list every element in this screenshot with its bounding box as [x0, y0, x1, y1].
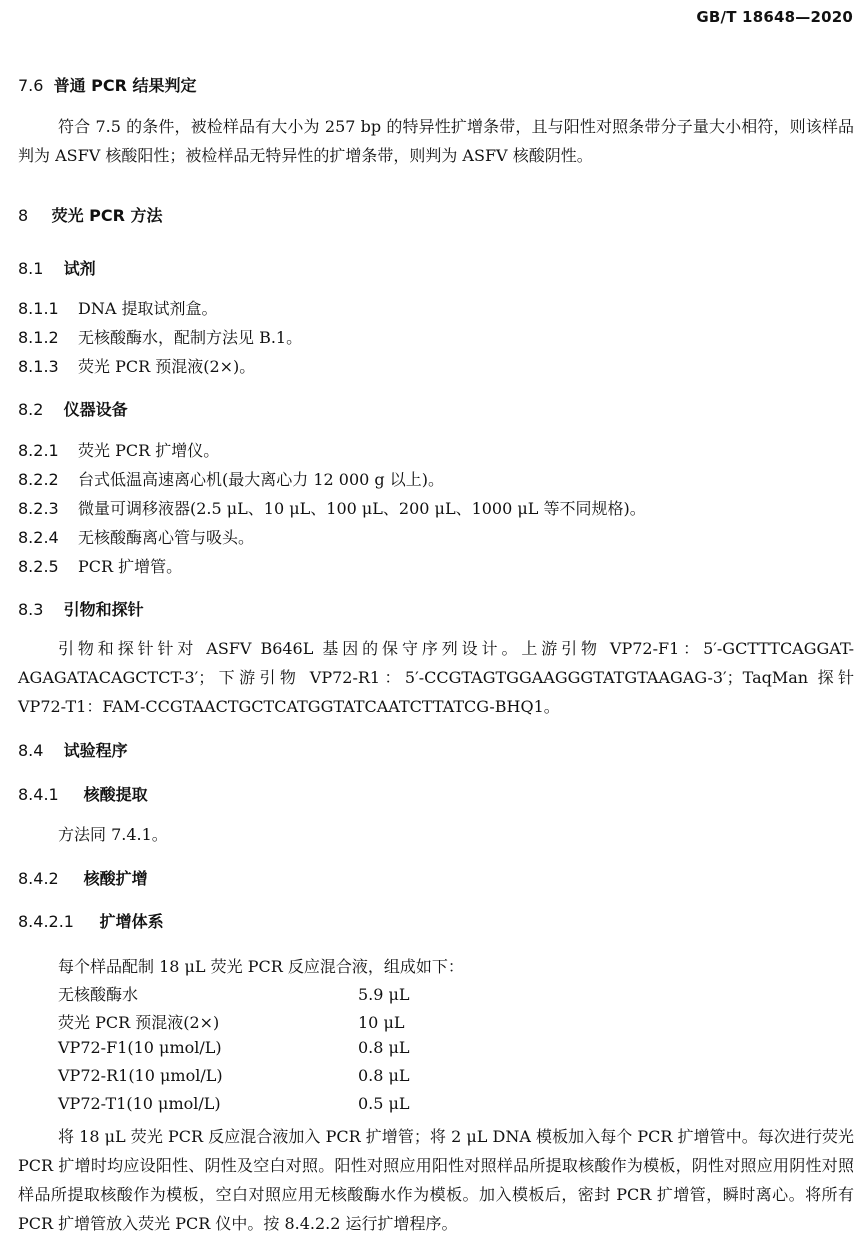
section-title: 荧光 PCR 方法	[51, 206, 163, 225]
recipe-row	[58, 1066, 410, 1085]
section-number: 8.4.2	[18, 869, 59, 888]
item-number: 8.1.3	[18, 357, 59, 376]
list-item	[18, 438, 219, 461]
section-number: 8.2	[18, 400, 44, 419]
item-text: 无核酸酶离心管与吸头。	[78, 528, 255, 547]
section-number: 7.6	[18, 76, 44, 95]
section-title: 普通 PCR 结果判定	[53, 76, 197, 95]
item-number: 8.2.1	[18, 441, 59, 460]
heading-8-1	[18, 256, 96, 279]
paragraph-8-4-1: 方法同 7.4.1。	[58, 825, 168, 844]
component-name: VP72-F1(10 μmol/L)	[58, 1038, 222, 1057]
section-title: 试验程序	[63, 741, 128, 760]
section-title: 核酸扩增	[83, 869, 148, 888]
item-text: 荧光 PCR 扩增仪。	[78, 441, 220, 460]
heading-8-4	[18, 738, 128, 761]
item-text: 台式低温高速离心机(最大离心力 12 000 g 以上)。	[78, 470, 444, 489]
item-text: PCR 扩增管。	[78, 557, 183, 576]
heading-8-2	[18, 397, 128, 420]
section-title: 试剂	[63, 259, 96, 278]
item-number: 8.1.1	[18, 299, 59, 318]
component-volume: 10 μL	[358, 1013, 405, 1032]
item-text: 无核酸酶水，配制方法见 B.1。	[78, 328, 303, 347]
paragraph-8-3: 引物和探针针对 ASFV B646L 基因的保守序列设计。上游引物 VP72-F1：5′-GCTTTCAGGAT-AGAGATACAGCTCT-3′；下游引物 VP72-R1：5′-CCGTAGTGGAAGGGTATGTAAGAG-3′；TaqMan 探针 VP72-T1：FAM-CCGTAACTGCTCATGGTATCAATCTTATCG-BHQ1。	[18, 639, 854, 716]
section-title: 核酸提取	[83, 785, 148, 804]
item-number: 8.2.2	[18, 470, 59, 489]
standard-id: GB/T 18648—2020	[696, 8, 853, 26]
heading-8-3	[18, 597, 144, 620]
item-number: 8.2.3	[18, 499, 59, 518]
paragraph-8-4-2-1: 将 18 μL 荧光 PCR 反应混合液加入 PCR 扩增管；将 2 μL DNA 模板加入每个 PCR 扩增管中。每次进行荧光 PCR 扩增时均应设阳性、阴性及空白对照。阳性对照应用阳性对照样品所提取核酸作为模板，阴性对照应用阴性对照样品所提取核酸作为模板，空白对照应用无核酸酶水作为模板。加入模板后，密封 PCR 扩增管，瞬时离心。将所有 PCR 扩增管放入荧光 PCR 仪中。按 8.4.2.2 运行扩增程序。	[18, 1127, 854, 1233]
component-name: 荧光 PCR 预混液(2×)	[58, 1013, 220, 1032]
paragraph-7-6: 符合 7.5 的条件，被检样品有大小为 257 bp 的特异性扩增条带，且与阳性对照条带分子量大小相符，则该样品判为 ASFV 核酸阳性；被检样品无特异性的扩增条带，则判为 ASFV 核酸阴性。	[18, 117, 854, 165]
component-volume: 0.5 μL	[358, 1094, 410, 1113]
component-name: VP72-T1(10 μmol/L)	[58, 1094, 221, 1113]
list-item	[18, 525, 254, 548]
item-number: 8.2.5	[18, 557, 59, 576]
list-item	[18, 296, 217, 319]
section-title: 引物和探针	[63, 600, 144, 619]
component-volume: 0.8 μL	[358, 1066, 410, 1085]
recipe-row	[58, 1094, 410, 1113]
section-number: 8.4	[18, 741, 44, 760]
list-item	[18, 496, 646, 519]
recipe-intro: 每个样品配制 18 μL 荧光 PCR 反应混合液，组成如下：	[58, 957, 464, 976]
heading-8-4-1	[18, 782, 148, 805]
item-text: 微量可调移液器(2.5 μL、10 μL、100 μL、200 μL、1000 μL 等不同规格)。	[78, 499, 646, 518]
heading-8	[18, 203, 163, 226]
component-name: VP72-R1(10 μmol/L)	[58, 1066, 223, 1085]
item-number: 8.1.2	[18, 328, 59, 347]
list-item	[18, 325, 302, 348]
section-number: 8	[18, 206, 29, 225]
heading-7-6	[18, 73, 197, 96]
item-text: 荧光 PCR 预混液(2×)。	[78, 357, 256, 376]
recipe-row	[58, 982, 410, 1005]
list-item	[18, 554, 182, 577]
recipe-row	[58, 1038, 410, 1057]
heading-8-4-2	[18, 866, 148, 889]
list-item	[18, 467, 444, 490]
section-title: 扩增体系	[99, 912, 164, 931]
item-text: DNA 提取试剂盒。	[78, 299, 218, 318]
component-volume: 5.9 μL	[358, 985, 410, 1004]
list-item	[18, 354, 255, 377]
heading-8-4-2-1	[18, 909, 164, 932]
component-volume: 0.8 μL	[358, 1038, 410, 1057]
section-number: 8.3	[18, 600, 44, 619]
component-name: 无核酸酶水	[58, 985, 139, 1004]
item-number: 8.2.4	[18, 528, 59, 547]
section-number: 8.1	[18, 259, 44, 278]
section-number: 8.4.2.1	[18, 912, 74, 931]
recipe-row	[58, 1010, 404, 1033]
section-number: 8.4.1	[18, 785, 59, 804]
section-title: 仪器设备	[63, 400, 128, 419]
